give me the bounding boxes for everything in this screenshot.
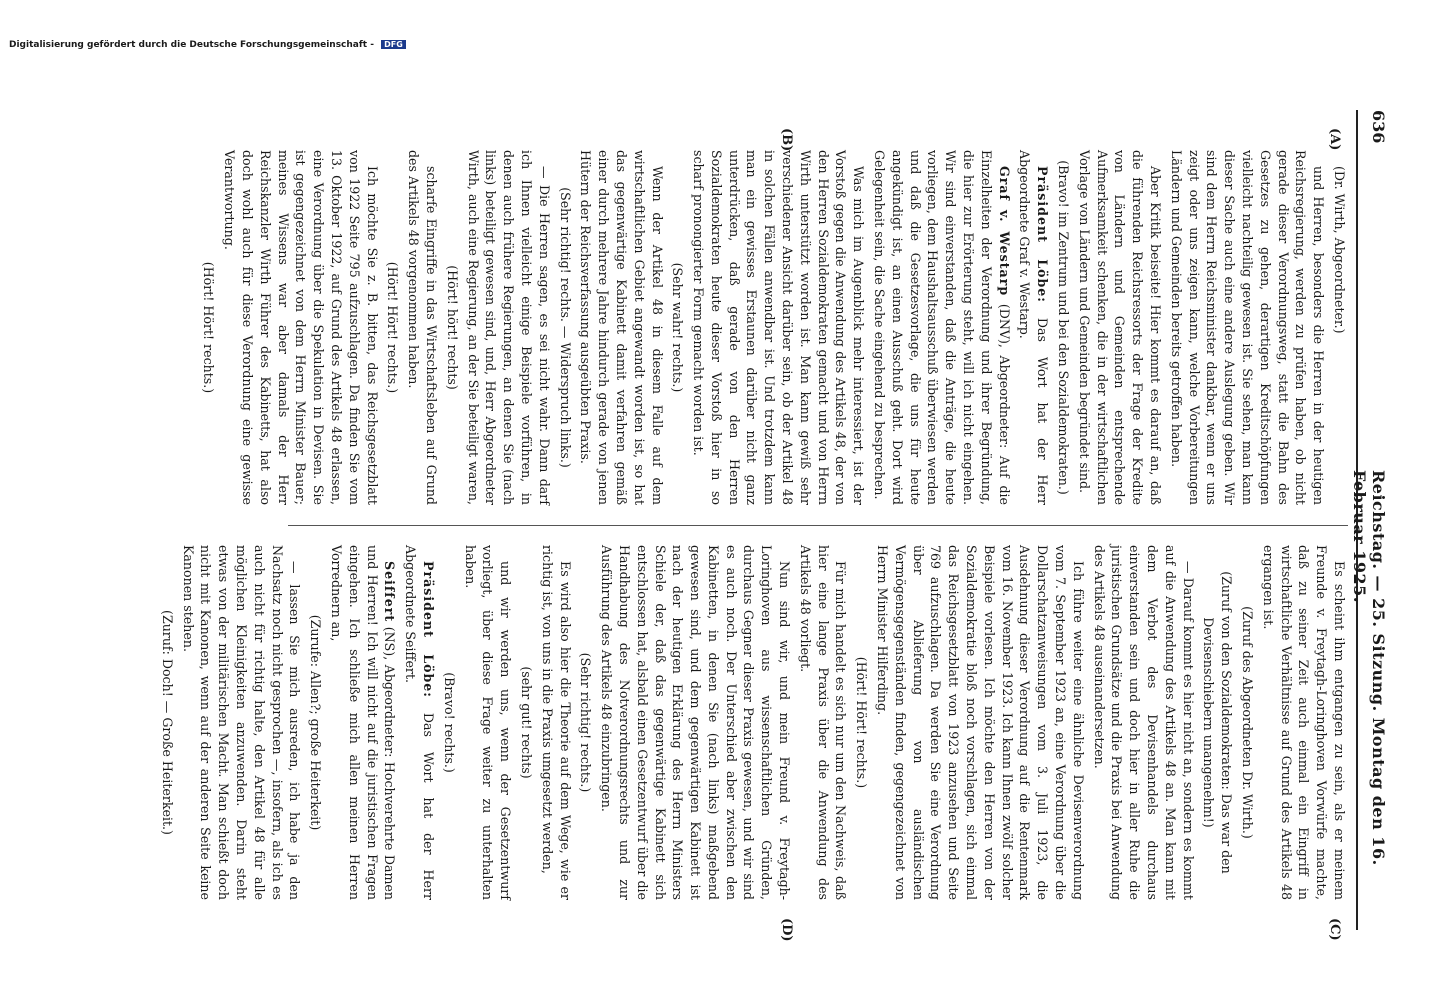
interjection: (Sehr richtig! rechts. — Widerspruch links.) — [557, 187, 573, 468]
paragraph: Ich möchte Sie z. B. bitten, das Reichsgesetzblatt von 1922 Seite 795 aufzuschlagen. Da finden Sie vom 13. Oktober 1922, auf Grund des Artikels 48 erlassen, eine Verordnung über die Spekulation in Devisen. Sie ist gegengezeichnet von dem Herrn Minister Bauer; meines Wissens war aber damals der Herr Reichskanzler Wirth Führer des Kabinetts, hat also doch wohl auch für diese Verordnung eine gewisse Verantwortung. — [222, 150, 380, 505]
interjection: (Bravo! rechts.) — [441, 672, 457, 773]
speaker-paragraph — [870, 150, 1012, 505]
paragraph: Aber Kritik beiseite! Hier kommt es darauf an, daß die führenden Reichsressorts der Frage der Kredite von Ländern und Gemeinden entsprechende Aufmerksamkeit schenken, die in der wirtschaftlichen Vorlage von Ländern und Gemeinden begründet sind. — [1076, 150, 1164, 505]
paragraph: Es wird also hier die Theorie auf dem Wege, wie er richtig ist, von uns in die Praxis umgesetzt werden, — [539, 545, 573, 900]
speaker-paragraph — [327, 545, 398, 900]
paragraph: Ich führe weiter eine ähnliche Devisenverordnung vom 7. September 1923 an, eine Verordnung über die Dollarschatzanweisungen vom 3. Juli 1923, die Ausdehnung dieser Verordnung auf die Rentenmark vom 16. November 1923. Ich kann Ihnen zwölf solcher Beispiele vorlesen. Ich möchte den Herren von der Sozialdemokratie bloß noch vorschlagen, sich einmal das Reichsgesetzblatt von 1923 anzusehen und Seite 769 aufzuschlagen. Da werden Sie eine Verordnung über Ablieferung von ausländischen Vermögensgegenständen finden, gegengezeichnet von Herrn Minister Hilferding. — [875, 545, 1086, 900]
paragraph: Was mich im Augenblick mehr interessiert, ist der Vorstoß gegen die Anwendung des Artikels 48, der von den Herren Sozialdemokraten gemacht und von Herrn Wirth unterstützt worden ist. Man kann gewiß sehr verschiedener Ansicht darüber sein, ob der Artikel 48 in solchen Fällen anwendbar ist. Und trotzdem kann man ein gewisses Erstaunen darüber nicht ganz unterdrücken, daß gerade von den Herren Sozialdemokraten heute dieser Vorstoß hier in so scharf pronongierter Form gemacht worden ist. — [691, 150, 867, 505]
interjection: (Bravo! im Zentrum und bei den Sozialdemokraten.) — [1056, 160, 1072, 495]
digitization-text: Digitalisierung gefördert durch die Deutsche Forschungsgemeinschaft - — [9, 40, 374, 50]
left-text-column — [197, 150, 1348, 505]
interjection: (sehr gut! rechts) — [518, 666, 534, 779]
speaker-text: Das Wort hat der Herr Abgeordnete Seiffert. — [403, 545, 436, 900]
dfg-logo: DFG — [381, 40, 406, 49]
paragraph: — lassen Sie mich ausreden, ich habe ja den Nachsatz noch nicht gesprochen —, insofern, als ich es auch nicht für richtig halte, den Artikel 48 für alle möglichen Kleinigkeiten anzuwenden. Darin steht etwas von der militärischen Macht. Man schießt doch nicht mit Kanonen, wenn auf der anderen Seite keine Kanonen stehen. — [180, 545, 303, 900]
right-text-column — [155, 545, 1348, 900]
page-number: 636 — [1369, 110, 1388, 144]
margin-marker-a: (A) — [1327, 128, 1342, 151]
interjection: (Hört! Hört! rechts.) — [385, 261, 401, 394]
paragraph: Es scheint ihm entgangen zu sein, als er meinem Freunde v. Freytagh-Loringhoven Vorwürfe machte, daß zu seiner Zeit auch einmal ein Eingriff in wirtschaftliche Verhältnisse auf Grund des Artikels 48 ergangen ist. — [1260, 545, 1347, 900]
speaker-paragraph — [401, 545, 437, 900]
paragraph: — Die Herren sagen, es sei nicht wahr. Dann darf ich Ihnen vielleicht einige Beispiele vorführen, in denen auch frühere Regierungen, an denen Sie (nach links) beteiligt gewesen sind, und, Herr Abgeordneter Wirth, auch eine Regierung, an der Sie beteiligt waren, — [465, 150, 552, 505]
paragraph: — Darauf kommt es hier nicht an, sondern es kommt auf die Anwendung des Artikels 48 an. Man kann mit dem Verbot des Devisenhandels durchaus einverstanden sein und doch hier in aller Ruhe die juristischen Grundsätze und die Praxis bei Anwendung des Artikels 48 auseinandersetzen. — [1091, 545, 1196, 900]
speaker-paragraph — [1016, 150, 1052, 505]
paragraph: Für mich handelt es sich nur um den Nachweis, daß hier eine lange Praxis über die Anwendung des Artikels 48 vorliegt. — [797, 545, 849, 900]
paragraph: (Dr. Wirth, Abgeordneter.) — [1332, 166, 1347, 334]
interjection: (Hört! hört! rechts) — [444, 265, 460, 390]
speaker-name: Präsident Löbe: — [1035, 166, 1051, 303]
speaker-name: Präsident Löbe: — [420, 561, 436, 698]
speaker-text: Das Wort hat der Herr Abgeordnete Graf v. Westarp. — [1017, 150, 1051, 505]
interjection: (Sehr richtig! rechts.) — [578, 652, 594, 793]
paragraph: Nun sind wir, und mein Freund v. Freytagh-Loringhoven aus wissenschaftlichen Gründen, durchaus Gegner dieser Praxis gewesen, und wir sind es auch noch. Der Unterschied aber zwischen den Kabinetten, in denen Sie (nach links) maßgebend gewesen sind, und dem gegenwärtigen Kabinett ist nach der heutigen Erklärung des Herrn Ministers Schiele der, daß das gegenwärtige Kabinett sich entschlossen hat, alsbald einen Gesetzentwurf über die Handhabung des Notverordnungsrechts und zur Ausführung des Artikels 48 einzubringen. — [599, 545, 793, 900]
page-header — [1350, 110, 1398, 930]
margin-marker-d: (D) — [779, 918, 794, 942]
column-divider — [288, 525, 1348, 526]
interjection: (Zurufe: Allen?; große Heiterkeit) — [308, 614, 324, 831]
page-title: Reichstag. — 25. Sitzung. Montag den 16. Februar 1925. — [1350, 470, 1388, 866]
speaker-text: (DNV), Abgeordneter: Auf die Einzelheiten der Verordnung und ihrer Begründung, die hier zur Erörterung steht, will ich nicht eingehen. Wir sind einverstanden, daß die Anträge, die heute vorliegen, dem Haushaltsausschuß überwiesen werden und daß die Gesetzesvorlage, die uns für heute angekündigt ist, an einen Ausschuß geht. Dort wird Gelegenheit sein, die Sache eingehend zu besprechen. — [872, 150, 1012, 505]
margin-marker-b: (B) — [779, 128, 794, 152]
speaker-text: (NS), Abgeordneter: Hochverehrte Damen und Herren! Ich will nicht auf die juristischen Fragen eingehen. Ich schließe mich allen meinen Herren Vorrednern an, — [328, 545, 398, 900]
margin-marker-c: (C) — [1327, 918, 1342, 941]
paragraph: und Herren, besonders die Herren in der heutigen Reichsregierung, werden zu prüfen haben, ob nicht gerade dieser Verordnungsweg, statt die Bahn des Gesetzes zu gehen, derartigen Kreditschöpfungen vielleicht nachteilig gewesen ist. Sie sehen, man kann dieser Sache auch eine andere Auslegung geben. Wir sind dem Herrn Reichsminister dankbar, wenn er uns zeigt oder uns zeigen kann, welche Vorbereitungen Ländern und Gemeinden bereits getroffen haben. — [1168, 150, 1327, 505]
interjection: (Hört! Hört! rechts.) — [201, 261, 217, 394]
interjection: (Zuruf von den Sozialdemokraten: Das war den Devisenschiebern unangenehm!) — [1201, 571, 1235, 874]
speaker-name: Seiffert — [382, 561, 398, 623]
interjection: (Sehr wahr! rechts.) — [670, 262, 686, 393]
interjection: (Hört! Hört! rechts.) — [854, 656, 870, 789]
interjection: (Zuruf: Doch! — Große Heiterkeit.) — [159, 610, 175, 835]
interjection: (Zuruf des Abgeordneten Dr. Wirth.) — [1240, 606, 1256, 839]
speaker-name: Graf v. Westarp — [996, 166, 1012, 297]
paragraph: Wenn der Artikel 48 in diesem Falle auf dem wirtschaftlichen Gebiet angewandt worden ist, so hat das gegenwärtige Kabinett damit verfahren gemäß einer durch mehrere Jahre hindurch gerade von jenen Hütern der Reichsverfassung ausgeübten Praxis. — [578, 150, 665, 505]
paragraph: scharfe Eingriffe in das Wirtschaftsleben auf Grund des Artikels 48 vorgenommen haben. — [406, 150, 439, 505]
paragraph: und wir werden uns, wenn der Gesetzentwurf vorliegt, über diese Frage weiter zu unterhalten haben. — [462, 545, 514, 900]
